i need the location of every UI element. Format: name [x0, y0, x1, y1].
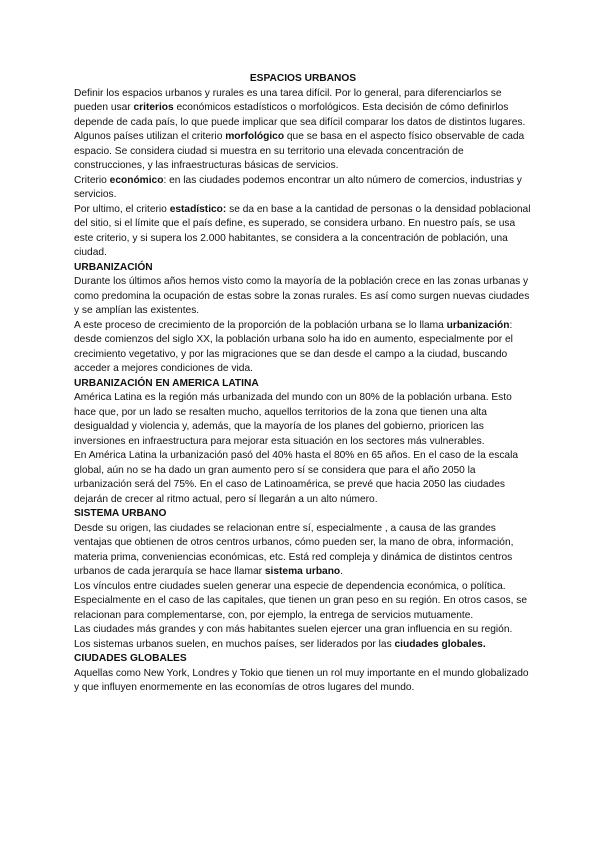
section-heading-urbanizacion: URBANIZACIÓN [74, 261, 153, 273]
sistema-urbano-paragraph-2: Los vínculos entre ciudades suelen generar una especie de dependencia económica, o política. Especialmente en el caso de las capitales, que tienen un gran peso en su región. En otros casos, se relacionan para complementarse, con, por ejemplo, la entrega de servicios mutuamente. [74, 580, 528, 621]
document-body [74, 72, 532, 696]
intro-paragraph-4: Por ultimo, el criterio estadístico: se da en base a la cantidad de personas o la densidad poblacional del sitio, si el límite que el país define, es superado, se considera urbano. En nuestro país, se usa este criterio, y si supera los 2.000 habitantes, se considera a la concentración de población, una ciudad. [74, 203, 531, 258]
urbanizacion-paragraph-2: A este proceso de crecimiento de la proporción de la población urbana se lo llama urbanización: desde comienzos del siglo XX, la población urbana solo ha ido en aumento, especialmente por el crecimiento vegetativo, y por las migraciones que se dan desde el campo a la ciudad, buscando acceder a mejores condiciones de vida. [74, 319, 513, 374]
america-latina-paragraph-2: En América Latina la urbanización pasó del 40% hasta el 80% en 65 años. En el caso de la escala global, aún no se ha dado un gran aumento pero sí se considera que para el año 2050 la urbanización será del 75%. En el caso de Latinoamérica, se prevé que hacia 2050 las ciudades dejarán de crecer al ritmo actual, pero sí llegarán a un alto número. [74, 450, 519, 505]
bold-term: estadístico: [169, 203, 227, 215]
urbanizacion-paragraph-1: Durante los últimos años hemos visto como la mayoría de la población crece en las zonas urbanas y como predomina la ocupación de estas sobre la zonas rurales. Es así como surgen nuevas ciudades y se amplían las existentes. [74, 276, 530, 316]
intro-paragraph-1: Definir los espacios urbanos y rurales es una tarea difícil. Por lo general, para diferenciarlos se pueden usar criterios económicos estadísticos o morfológicos. Esta decisión de cómo definirlos depende de cada país, lo que puede implicar que sea difícil comparar los datos de distintos lugares. [74, 87, 526, 128]
ciudades-globales-paragraph-1: Aquellas como New York, Londres y Tokio que tienen un rol muy importante en el mundo globalizado y que influyen enormemente en las economías de otros lugares del mundo. [74, 667, 529, 693]
sistema-urbano-paragraph-4: Los sistemas urbanos suelen, en muchos países, ser liderados por las ciudades globales. [74, 638, 486, 650]
sistema-urbano-paragraph-1: Desde su origen, las ciudades se relacionan entre sí, especialmente , a causa de las grandes ventajas que obtienen de otros centros urbanos, cómo pueden ser, la mano de obra, información, materia prima, conveniencias económicas, etc. Está red compleja y dinámica de distintos centros urbanos de cada jerarquía se hace llamar sistema urbano. [74, 522, 514, 577]
bold-term: morfológico [225, 131, 285, 142]
intro-paragraph-3: Criterio económico: en las ciudades podemos encontrar un alto número de comercios, industrias y servicios. [74, 174, 522, 200]
sistema-urbano-paragraph-3: Las ciudades más grandes y con más habitantes suelen ejercer una gran influencia en su región. [74, 624, 513, 635]
america-latina-paragraph-1: América Latina es la región más urbanizada del mundo con un 80% de la población urbana. Esto hace que, por un lado se resalten mucho, aquellos territorios de la zona que tienen una alta desigualdad y violencia y, además, que la mayoría de los planes del gobierno, prioricen las inversiones en infraestructura para mejorar esta situación en los sectores más vulnerables. [74, 392, 512, 447]
section-heading-sistema-urbano: SISTEMA URBANO [74, 508, 167, 519]
intro-paragraph-2: Algunos países utilizan el criterio morfológico que se basa en el aspecto físico observable de cada espacio. Se considera ciudad si muestra en su territorio una elevada concentración de construcciones, y las infraestructuras básicas de servicios. [74, 131, 525, 171]
section-heading-ciudades-globales: CIUDADES GLOBALES [74, 653, 187, 664]
section-heading-america-latina: URBANIZACIÓN EN AMERICA LATINA [74, 377, 259, 389]
bold-term: urbanización [446, 319, 510, 331]
bold-term: ciudades globales. [394, 638, 486, 650]
bold-term: criterios [133, 102, 174, 113]
document-title: ESPACIOS URBANOS [249, 73, 357, 84]
bold-term: sistema urbano [264, 566, 341, 577]
bold-term: económico [109, 174, 164, 186]
